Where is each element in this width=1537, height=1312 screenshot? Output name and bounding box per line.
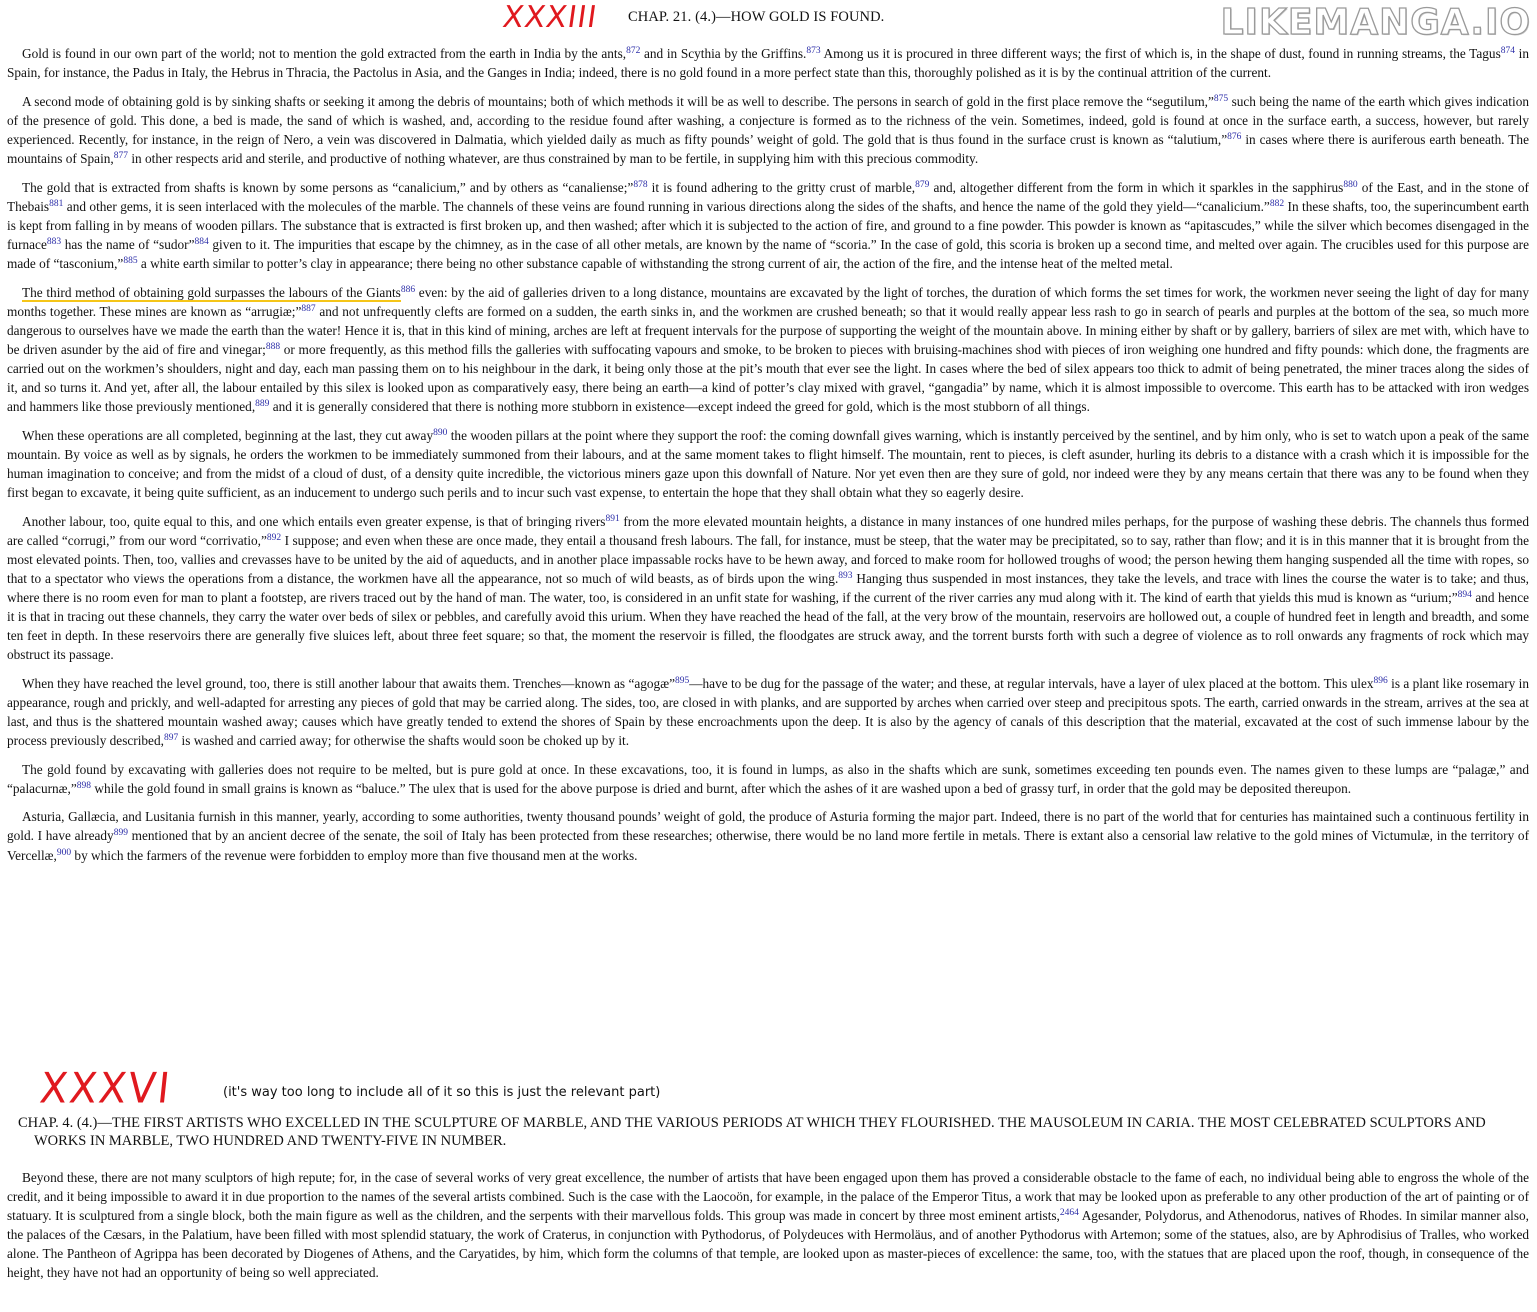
- chapter-title: CHAP. 21. (4.)—HOW GOLD IS FOUND.: [628, 9, 885, 25]
- footnote-ref[interactable]: 874: [1500, 46, 1516, 56]
- footnote-ref[interactable]: 888: [265, 341, 281, 352]
- footnote-ref[interactable]: 876: [1227, 131, 1242, 142]
- paragraph-highlighted: The third method of obtaining gold surpasses the labours of the Giants$^{886}$ even: by the aid of galleries driven to a long distance, mountains are excavated by the light of torches, the duration of which forms the set times for work, the workmen never seeing the light of day for many months together. These mines are known as “arrugiæ;”$^{887}$ and not unfrequently clefts are formed on a sudden, the earth sinks in, and the workmen are crushed beneath; so that it would really appear less rash to go in search of pearls and purples at the bottom of the sea, so much more dangerous to ourselves have we made the earth than the water! Hence it is, that in this kind of mining, arches are left at frequent intervals for the purpose of supporting the weight of the mountain above. In mining either by shaft or by gallery, barriers of silex are met with, which have to be driven asunder by the aid of fire and vinegar;$^{888}$ or more frequently, as this method fills the galleries with suffocating vapours and smoke, to be broken to pieces with bruising-machines shod with pieces of iron weighing one hundred and fifty pounds: which done, the fragments are carried out on the workmen’s shoulders, night and day, each man passing them on to his neighbour in the dark, it being only those at the pit’s mouth that ever see the light. In cases where the bed of silex appears too thick to admit of being penetrated, the miner traces along the sides of it, and so turns it. And yet, after all, the labour entailed by this silex is looked upon as comparatively easy, there being an earth—a kind of potter’s clay mixed with gravel, “gangadia” by name, which it is almost impossible to overcome. This earth has to be attacked with iron wedges and hammers like those previously mentioned,$^{889}$ and it is generally considered that there is nothing more stubborn in existence—except indeed the greed for gold, which is the most stubborn of all things.: [7, 284, 1529, 415]
- footnote-ref[interactable]: 880: [1343, 179, 1358, 190]
- footnote-ref[interactable]: 899: [113, 828, 128, 839]
- footnote-ref[interactable]: 898: [76, 780, 92, 791]
- chapter-body-2: [7, 1168, 1529, 1283]
- footnote-ref[interactable]: 872: [626, 46, 641, 56]
- paragraph: Asturia, Gallæcia, and Lusitania furnish in this manner, yearly, according to some authorities, twenty thousand pounds’ weight of gold, the produce of Asturia forming the major part. Indeed, there is no part of the world that for centuries has maintained such a continuous fertility in gold. I have already$^{899}$ mentioned that by an ancient decree of the senate, the soil of Italy has been protected from these researches; otherwise, there would be no land more fertile in metals. There is extant also a censorial law relative to the gold mines of Victumulæ, in the territory of Vercellæ,$^{900}$ by which the farmers of the revenue were forbidden to employ more than five thousand men at the works.: [7, 809, 1529, 863]
- footnote-ref[interactable]: 894: [1457, 589, 1472, 600]
- highlighted-sentence: The third method of obtaining gold surpasses the labours of the Giants: [22, 284, 401, 300]
- footnote-ref[interactable]: 895: [674, 675, 690, 686]
- chapter-body: [7, 44, 1529, 874]
- footnote-ref[interactable]: 892: [266, 532, 282, 543]
- footnote-ref[interactable]: 886: [400, 284, 416, 295]
- watermark-logo: LIKEMANGA.IO: [1220, 2, 1531, 43]
- paragraph: A second mode of obtaining gold is by sinking shafts or seeking it among the debris of mountains; both of which methods it will be as well to describe. The persons in search of gold in the first place remove the “segutilum,”$^{875}$ such being the name of the earth which gives indication of the presence of gold. This done, a bed is made, the sand of which is washed, and, according to the residue found after washing, a conjecture is formed as to the richness of the vein. Sometimes, indeed, gold is found at once in the surface earth, a success, however, but rarely experienced. Recently, for instance, in the reign of Nero, a vein was discovered in Dalmatia, which yielded daily as much as fifty pounds’ weight of gold. The gold that is thus found in the surface crust is known as “talutium,”$^{876}$ in cases where there is auriferous earth beneath. The mountains of Spain,$^{877}$ in other respects arid and sterile, and productive of nothing whatever, are thus constrained by man to be fertile, in supplying him with this precious commodity.: [7, 93, 1529, 166]
- paragraph: When these operations are all completed, beginning at the last, they cut away$^{890}$ the wooden pillars at the point where they support the roof: the coming downfall gives warning, which is instantly perceived by the sentinel, and by him only, who is set to watch upon a peak of the same mountain. By voice as well as by signals, he orders the workmen to be immediately summoned from their labours, and at the same moment takes to flight himself. The mountain, rent to pieces, is cleft asunder, hurling its debris to a distance with a crash which it is impossible for the human imagination to conceive; and from the midst of a cloud of dust, of a density quite incredible, the victorious miners gaze upon this downfall of Nature. Nor yet even then are they sure of gold, nor indeed were they by any means certain that there was any to be found when they first began to excavate, it being quite sufficient, as an inducement to undergo such perils and to incur such vast expense, to entertain the hope that they shall obtain what they so eagerly desire.: [7, 427, 1529, 500]
- footnote-ref[interactable]: 900: [56, 847, 72, 858]
- footnote-ref[interactable]: 883: [46, 236, 62, 247]
- footnote-ref[interactable]: 891: [605, 513, 620, 524]
- paragraph: Another labour, too, quite equal to this, and one which entails even greater expense, is that of bringing rivers$^{891}$ from the more elevated mountain heights, a distance in many instances of one hundred miles perhaps, for the purpose of washing these debris. The channels thus formed are called “corrugi,” from our word “corrivatio,”$^{892}$ I suppose; and even when these are once made, they entail a thousand fresh labours. The fall, for instance, must be steep, that the water may be precipitated, so to say, rather than flow; and it is in this manner that it is brought from the most elevated points. Then, too, vallies and crevasses have to be united by the aid of aqueducts, and in another place impassable rocks have to be hewn away, and forced to make room for hollowed troughs of wood; the person hewing them hanging suspended all the time with ropes, so that to a spectator who views the operations from a distance, the workmen have all the appearance, not so much of wild beasts, as of birds upon the wing.$^{893}$ Hanging thus suspended in most instances, they take the levels, and trace with lines the course the water is to take; and thus, where there is no room even for man to plant a footstep, are rivers traced out by the hand of man. The water, too, is considered in an unfit state for washing, if the current of the river carries any mud along with it. The kind of earth that yields this mud is known as “urium;”$^{894}$ and hence it is that in tracing out these channels, they carry the water over beds of silex or pebbles, and carefully avoid this urium. When they have reached the head of the fall, at the very brow of the mountain, reservoirs are hollowed out, a couple of hundred feet in length and breadth, and some ten feet in depth. In these reservoirs there are generally five sluices left, about three feet square; so that, the moment the reservoir is filled, the floodgates are struck away, and the torrent bursts forth with such a degree of violence as to roll onwards any fragments of rock which may obstruct its passage.: [7, 513, 1529, 663]
- footnote-ref[interactable]: 896: [1373, 675, 1388, 686]
- footnote-ref[interactable]: 2464: [1059, 1208, 1079, 1219]
- footnote-ref[interactable]: 882: [1269, 198, 1285, 209]
- footnote-ref[interactable]: 884: [194, 236, 209, 247]
- footnote-ref[interactable]: 881: [49, 198, 64, 209]
- footnote-ref[interactable]: 890: [433, 427, 448, 438]
- editor-note: (it's way too long to include all of it so this is just the relevant part): [223, 1085, 661, 1100]
- chapter-title-2: CHAP. 4. (4.)—THE FIRST ARTISTS WHO EXCELLED IN THE SCULPTURE OF MARBLE, AND THE VARIOUS PERIODS AT WHICH THEY FLOURISHED. THE MAUSOLEUM IN CARIA. THE MOST CELEBRATED SCULPTORS AND WORKS IN MARBLE, TWO HUNDRED AND TWENTY-FIVE IN NUMBER.: [18, 1115, 1486, 1149]
- handwritten-roman-numeral: XXXIII: [500, 0, 600, 35]
- paragraph: When they have reached the level ground, too, there is still another labour that awaits them. Trenches—known as “agogæ”$^{895}$—have to be dug for the passage of the water; and these, at regular intervals, have a layer of ulex placed at the bottom. This ulex$^{896}$ is a plant like rosemary in appearance, rough and prickly, and well-adapted for arresting any pieces of gold that may be carried along. The sides, too, are closed in with planks, and are supported by arches when carried over steep and precipitous spots. The earth, carried onwards in the stream, arrives at the sea at last, and thus is the shattered mountain washed away; causes which have greatly tended to extend the shores of Spain by these encroachments upon the deep. It is also by the agency of canals of this description that the material, excavated at the cost of such immense labour by the process previously described,$^{897}$ is washed and carried away; for otherwise the shafts would soon be choked up by it.: [7, 675, 1529, 749]
- footnote-ref[interactable]: 897: [163, 733, 179, 744]
- paragraph: The gold that is extracted from shafts is known by some persons as “canalicium,” and by others as “canaliense;”$^{878}$ it is found adhering to the gritty crust of marble,$^{879}$ and, altogether different from the form in which it sparkles in the sapphirus$^{880}$ of the East, and in the stone of Thebais$^{881}$ and other gems, it is seen interlaced with the molecules of the marble. The channels of these veins are found running in various directions along the sides of the shafts, and hence the name of the gold they yield—“canalicium.”$^{882}$ In these shafts, too, the superincumbent earth is kept from falling in by means of wooden pillars. The substance that is extracted is first broken up, and then washed; after which it is subjected to the action of fire, and ground to a fine powder. This powder is known as “apitascudes,” while the silver which becomes disengaged in the furnace$^{883}$ has the name of “sudor”$^{884}$ given to it. The impurities that escape by the chimney, as in the case of all other metals, are known by the name of “scoria.” In the case of gold, this scoria is broken up a second time, and melted over again. The crucibles used for this purpose are made of “tasconium,”$^{885}$ a white earth similar to potter’s clay in appearance; there being no other substance capable of withstanding the strong current of air, the action of the fire, and the intense heat of the melted metal.: [7, 179, 1530, 271]
- paragraph: Gold is found in our own part of the world; not to mention the gold extracted from the earth in India by the ants,$^{872}$ and in Scythia by the Griffins.$^{873}$ Among us it is procured in three different ways; the first of which is, in the shape of dust, found in running streams, the Tagus$^{874}$ in Spain, for instance, the Padus in Italy, the Hebrus in Thracia, the Pactolus in Asia, and the Ganges in India; indeed, there is no gold found in a more perfect state than this, thoroughly polished as it is by the continual attrition of the current.: [7, 46, 1530, 81]
- footnote-ref[interactable]: 889: [255, 399, 270, 410]
- footnote-ref[interactable]: 878: [633, 179, 648, 190]
- paragraph: Beyond these, there are not many sculptors of high repute; for, in the case of several works of very great excellence, the number of artists that have been engaged upon them has proved a considerable obstacle to the fame of each, no individual being able to engross the whole of the credit, and it being impossible to award it in due proportion to the names of the several artists combined. Such is the case with the Laocoön, for example, in the palace of the Emperor Titus, a work that may be looked upon as preferable to any other production of the art of painting or of statuary. It is sculptured from a single block, both the main figure as well as the children, and the serpents with their marvellous folds. This group was made in concert by three most eminent artists,$^{2464}$ Agesander, Polydorus, and Athenodorus, natives of Rhodes. In similar manner also, the palaces of the Cæsars, in the Palatium, have been filled with most splendid statuary, the work of Craterus, in conjunction with Pythodorus, of Polydeuces with Hermoläus, and of another Pythodorus with Artemon; some of the statues, also, are by Aphrodisius of Tralles, who worked alone. The Pantheon of Agrippa has been decorated by Diogenes of Athens, and the Caryatides, by him, which form the columns of that temple, are looked upon as master-pieces of excellence: the same, too, with the statues that are placed upon the roof, though, in consequence of the height, they have not had an opportunity of being so well appreciated.: [7, 1170, 1529, 1281]
- paragraph: The gold found by excavating with galleries does not require to be melted, but is pure gold at once. In these excavations, too, it is found in lumps, as also in the shafts which are sunk, sometimes exceeding ten pounds even. The names given to these lumps are “palagæ,” and “palacurnæ,”$^{898}$ while the gold found in small grains is known as “baluce.” The ulex that is used for the above purpose is dried and burnt, after which the ashes of it are washed upon a bed of grassy turf, in order that the gold may be deposited thereupon.: [7, 761, 1529, 796]
- footnote-ref[interactable]: 873: [806, 46, 821, 56]
- footnote-ref[interactable]: 875: [1213, 93, 1229, 104]
- handwritten-roman-numeral: XXXVI: [37, 1064, 174, 1114]
- footnote-ref[interactable]: 877: [113, 150, 128, 161]
- footnote-ref[interactable]: 887: [301, 303, 316, 314]
- footnote-ref[interactable]: 893: [838, 570, 853, 581]
- footnote-ref[interactable]: 879: [915, 179, 930, 190]
- footnote-ref[interactable]: 885: [123, 255, 138, 266]
